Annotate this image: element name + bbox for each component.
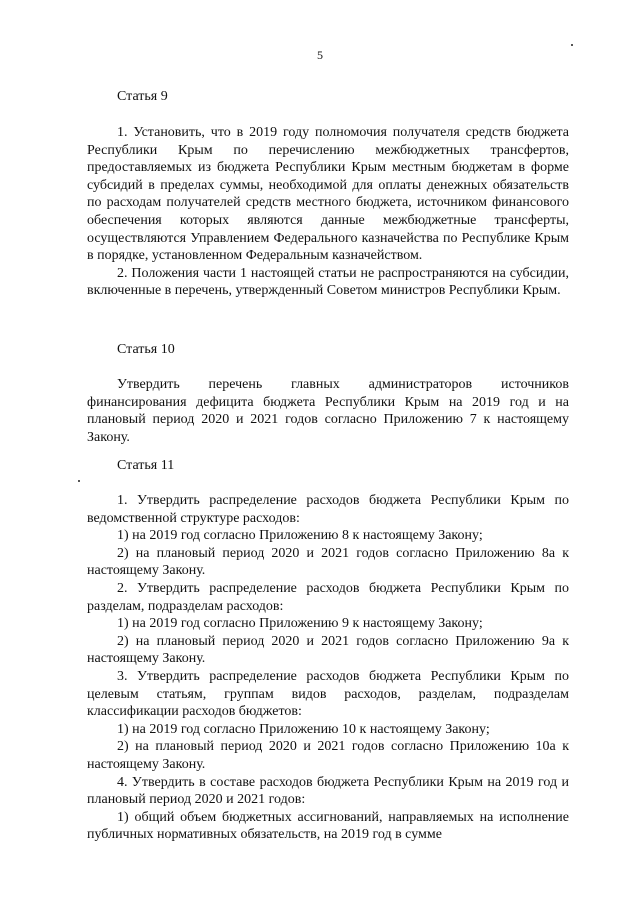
page-number: 5 [317, 48, 323, 62]
article-9-body [87, 124, 569, 300]
article-11-item-1: 1. Утвердить распределение расходов бюджета Республики Крым по ведомственной структуре расходов: [87, 493, 569, 526]
article-11-item-4-sub-1: 1) общий объем бюджетных ассигнований, направляемых на исполнение публичных нормативных обязательств, на 2019 год в сумме [87, 809, 569, 843]
scan-speck [78, 480, 80, 482]
article-10-body [87, 376, 569, 446]
article-11-item-2-sub-1: 1) на 2019 год согласно Приложению 9 к настоящему Закону; [117, 616, 483, 632]
article-10-heading: Статья 10 [117, 342, 175, 357]
article-10-paragraph-1: Утвердить перечень главных администраторов источников финансирования дефицита бюджета Республики Крым на 2019 год и на плановый период 2020 и 2021 годов согласно Приложению 7 к настоящему Закону. [87, 377, 569, 445]
scan-speck [571, 44, 573, 46]
article-11-item-4: 4. Утвердить в составе расходов бюджета Республики Крым на 2019 год и плановый период 2020 и 2021 годов: [87, 774, 569, 808]
article-11-item-3-sub-2: 2) на плановый период 2020 и 2021 годов согласно Приложению 10а к настоящему Закону. [87, 739, 569, 772]
article-11-body [87, 492, 569, 844]
article-11-item-2-sub-2: 2) на плановый период 2020 и 2021 годов согласно Приложению 9а к настоящему Закону. [87, 633, 569, 667]
article-11-item-1-sub-2: 2) на плановый период 2020 и 2021 годов согласно Приложению 8а к настоящему Закону. [87, 545, 569, 579]
article-11-item-3: 3. Утвердить распределение расходов бюджета Республики Крым по целевым статьям, группам видов расходов, разделам, подразделам классификации расходов бюджетов: [87, 668, 569, 720]
article-9-heading: Статья 9 [117, 89, 168, 104]
article-11-item-3-sub-1: 1) на 2019 год согласно Приложению 10 к настоящему Закону; [117, 721, 490, 737]
article-11-item-1-sub-1: 1) на 2019 год согласно Приложению 8 к настоящему Закону; [117, 528, 483, 544]
article-11-heading: Статья 11 [117, 458, 175, 473]
article-9-paragraph-1: 1. Установить, что в 2019 году полномочия получателя средств бюджета Республики Крым по перечислению межбюджетных трансфертов, предоставляемых из бюджета Республики Крым местным бюджетам в форме субсидий в пределах суммы, необходимой для оплаты денежных обязательств по расходам получателей средств местного бюджета, источником финансового обеспечения которых являются данные межбюджетные трансферты, осуществляются Управлением Федерального казначейства по Республике Крым в порядке, установленном Федеральным казначейством. [87, 125, 569, 264]
article-11-item-2: 2. Утвердить распределение расходов бюджета Республики Крым по разделам, подразделам расходов: [87, 580, 569, 614]
article-9-paragraph-2: 2. Положения части 1 настоящей статьи не распространяются на субсидии, включенные в перечень, утвержденный Советом министров Республики Крым. [87, 265, 569, 299]
